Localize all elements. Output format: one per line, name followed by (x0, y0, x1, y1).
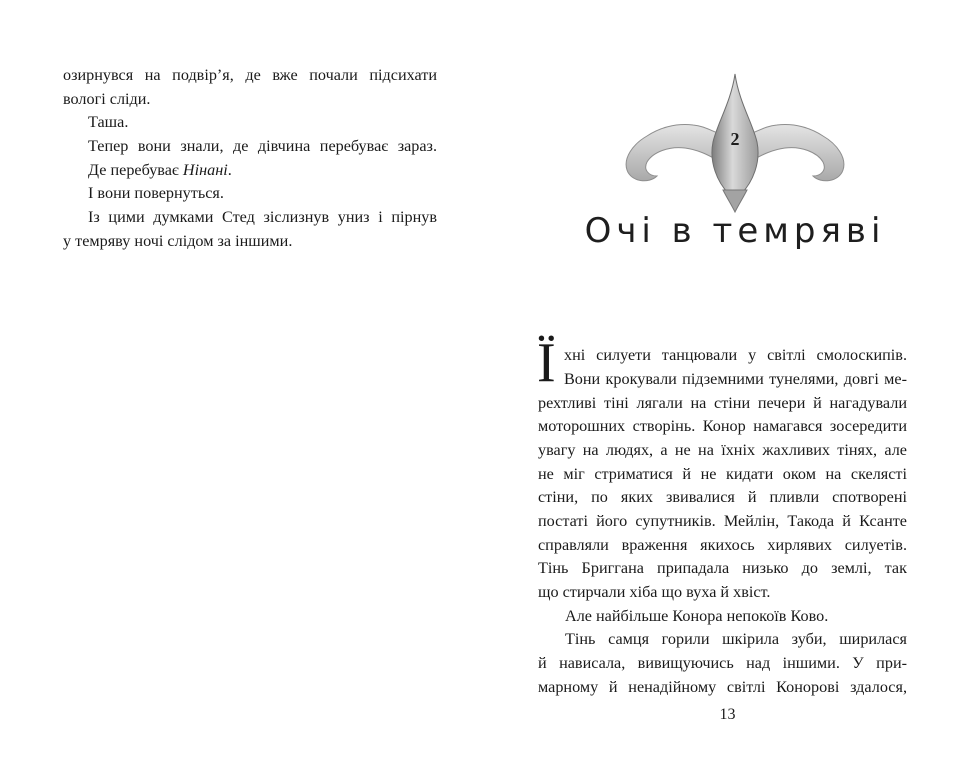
text-line: Але найбільше Конора непокоїв Ково. (565, 607, 829, 625)
text-line: у темряву ночі слідом за іншими. (63, 232, 293, 250)
text-line: стіни, по яких звивалися й пливли спотворені (538, 488, 907, 506)
text-fragment: Де перебуває (88, 161, 183, 179)
chapter-emblem (613, 72, 857, 232)
ornament-icon (613, 72, 857, 232)
text-line: хні силуети танцювали у світлі смолоскипів. (564, 346, 907, 364)
text-line (88, 159, 437, 183)
text-line: справляли враження якихось хирлявих силуетів. (538, 536, 907, 554)
text-line: увагу на людях, а не на їхніх жахливих тінях, але (538, 441, 907, 459)
text-line: постаті його супутників. Мейлін, Такода й Ксанте (538, 512, 907, 530)
text-line: Таша. (88, 113, 129, 131)
text-line: озирнувся на подвір’я, де вже почали підсихати (63, 66, 437, 84)
chapter-title: Очі в темряві (584, 211, 886, 251)
right-page (485, 0, 970, 758)
drop-cap: Ї (537, 332, 556, 394)
text-line: не міг стриматися й не кидати оком на скелясті (538, 465, 907, 483)
text-line: й нависала, вивищуючись над іншими. У при- (538, 654, 907, 672)
text-line: що стирчали хіба що вуха й хвіст. (538, 583, 771, 601)
text-line: Тінь Бриггана припадала низько до землі, так (538, 559, 907, 577)
chapter-number: 2 (730, 129, 740, 149)
text-line: вологі сліди. (63, 90, 151, 108)
text-line: рехтливі тіні лягали на стіни печери й нагадували (538, 394, 907, 412)
text-line: І вони повернуться. (88, 184, 224, 202)
text-line: марному й ненадійному світлі Конорові здалося, (538, 678, 907, 696)
text-line: Із цими думками Стед зіслизнув униз і пірнув (88, 208, 437, 226)
italic-name: Нінані (182, 161, 228, 179)
text-line: Тінь самця горили шкірила зуби, ширилася (565, 630, 907, 648)
text-line: Тепер вони знали, де дівчина перебуває зараз. (88, 137, 437, 155)
text-fragment: . (227, 161, 232, 179)
text-line: Вони крокували підземними тунелями, довгі ме- (564, 370, 907, 388)
page-number: 13 (719, 706, 736, 723)
text-line: моторошних створінь. Конор намагався зосередити (538, 417, 907, 435)
